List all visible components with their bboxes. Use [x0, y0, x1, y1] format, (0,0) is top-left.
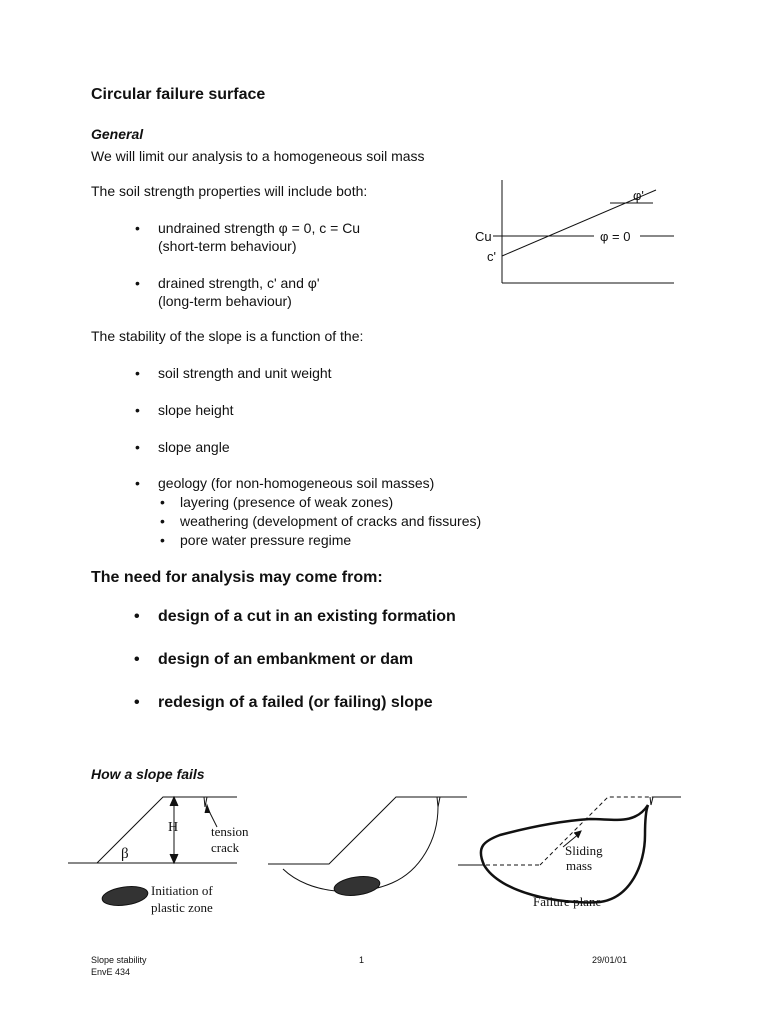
strength-envelope-diagram	[470, 178, 680, 288]
footer-page-number: 1	[359, 955, 365, 965]
label-beta: β	[121, 846, 129, 862]
label-sliding: Sliding	[565, 843, 603, 858]
bullet-dot: •	[134, 651, 140, 668]
plastic-zone-shape	[101, 884, 149, 908]
label-plastic-zone: plastic zone	[151, 900, 213, 915]
page-title: Circular failure surface	[91, 86, 266, 103]
list-item: slope angle	[158, 439, 230, 455]
general-line-2: The soil strength properties will include both:	[91, 183, 368, 199]
label-initiation: Initiation of	[151, 883, 213, 898]
footer-date: 29/01/01	[592, 955, 628, 965]
bullet-dot: •	[135, 220, 140, 236]
sub-list-item: weathering (development of cracks and fissures)	[180, 513, 482, 529]
label-c-prime: c'	[487, 249, 496, 264]
label-phi-zero: φ = 0	[600, 229, 631, 244]
slope-diagram-initiation	[68, 797, 249, 915]
sub-bullet-dot: •	[160, 494, 165, 510]
sub-list-item: pore water pressure regime	[180, 532, 352, 548]
list-item: slope height	[158, 402, 234, 418]
sub-bullet-dot: •	[160, 532, 165, 548]
list-item: geology (for non-homogeneous soil masses)	[158, 475, 435, 491]
label-mass: mass	[566, 858, 592, 873]
label-phi-prime: φ'	[633, 188, 644, 203]
bullet-dot: •	[135, 365, 140, 381]
list-item: redesign of a failed (or failing) slope	[158, 694, 433, 711]
list-item: drained strength, c' and φ'	[158, 275, 320, 291]
list-item: (long-term behaviour)	[158, 293, 292, 309]
footer-left-2: EnvE 434	[91, 967, 131, 977]
bullet-dot: •	[134, 694, 140, 711]
slope-diagram-propagation	[268, 797, 467, 898]
sub-list-item: layering (presence of weak zones)	[180, 494, 394, 510]
section-heading-general: General	[91, 126, 144, 142]
footer-left-1: Slope stability	[91, 955, 147, 965]
slope-failure-diagrams	[0, 785, 768, 925]
list-item: (short-term behaviour)	[158, 238, 297, 254]
bullet-dot: •	[135, 275, 140, 291]
label-h: H	[168, 820, 179, 835]
list-item: soil strength and unit weight	[158, 365, 332, 381]
label-crack: crack	[211, 840, 240, 855]
bullet-dot: •	[135, 475, 140, 491]
label-cu: Cu	[475, 229, 492, 244]
list-item: design of an embankment or dam	[158, 651, 414, 668]
bullet-dot: •	[134, 608, 140, 625]
section-heading-how-fails: How a slope fails	[91, 766, 205, 782]
label-failure-plane: Failure plane	[533, 894, 602, 909]
bullet-dot: •	[135, 402, 140, 418]
stability-intro: The stability of the slope is a function of the:	[91, 328, 364, 344]
bullet-dot: •	[135, 439, 140, 455]
section-heading-need: The need for analysis may come from:	[91, 569, 383, 586]
sub-bullet-dot: •	[160, 513, 165, 529]
general-line-1: We will limit our analysis to a homogeneous soil mass	[91, 148, 425, 164]
slope-diagram-failure	[458, 797, 681, 909]
list-item: undrained strength φ = 0, c = Cu	[158, 220, 361, 236]
plastic-zone-shape	[333, 874, 381, 898]
label-tension: tension	[211, 824, 249, 839]
list-item: design of a cut in an existing formation	[158, 608, 456, 625]
